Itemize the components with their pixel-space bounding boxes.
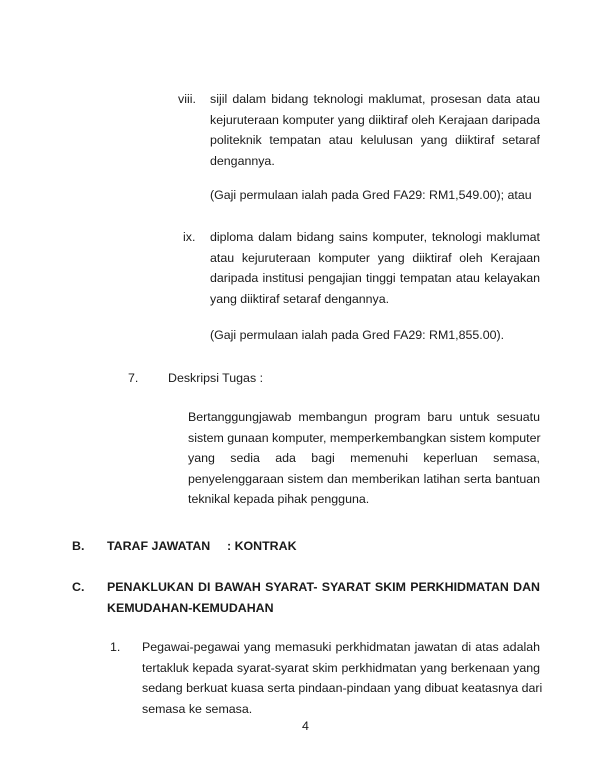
section-c-letter: C.: [72, 580, 85, 594]
text-line: kejuruteraan komputer yang diiktiraf oleh Kerajaan daripada: [210, 112, 540, 127]
text-line: Bertanggungjawab membangun program baru untuk sesuatu: [188, 410, 540, 424]
text-line: daripada institusi pengajian tinggi tempatan atau kelayakan: [210, 271, 540, 285]
text-line: sedang berkuat kuasa serta pindaan-pindaan yang dibuat keatasnya dari: [142, 681, 543, 695]
text-line: atau kejuruteraan komputer yang diiktiraf oleh Kerajaan: [210, 250, 540, 265]
text-line: dengannya.: [210, 153, 275, 168]
page-number: 4: [302, 719, 309, 733]
text-line: teknikal kepada pihak pengguna.: [188, 492, 370, 506]
section-c-heading: [107, 577, 540, 618]
text-line: semasa ke semasa.: [142, 701, 253, 716]
item-ix-marker: ix.: [183, 230, 196, 244]
text-line: Pegawai-pegawai yang memasuki perkhidmatan jawatan di atas adalah: [142, 640, 540, 654]
section-b-label: TARAF JAWATAN: [107, 539, 211, 553]
section-c-item-1-number: 1.: [110, 640, 121, 654]
heading-line: PENAKLUKAN DI BAWAH SYARAT- SYARAT SKIM PERKHIDMATAN DAN: [107, 580, 540, 594]
text-line: sijil dalam bidang teknologi maklumat, prosesan data atau: [210, 92, 540, 106]
text-line: sistem gunaan komputer, memperkembangkan sistem komputer: [188, 430, 541, 445]
text-line: yang sedia ada bagi memenuhi keperluan semasa,: [188, 451, 540, 465]
text-line: diploma dalam bidang sains komputer, teknologi maklumat: [210, 230, 540, 244]
item-viii-text: [210, 89, 540, 171]
section-7-description: [188, 407, 540, 510]
text-line: tertakluk kepada syarat-syarat skim perkhidmatan yang berkenaan yang: [142, 660, 540, 675]
text-line: politeknik tempatan atau kelulusan yang diiktiraf setaraf: [210, 133, 540, 147]
item-ix-text: [210, 227, 540, 309]
section-b-letter: B.: [72, 539, 85, 553]
text-line: penyelenggaraan sistem dan memberikan latihan serta bantuan: [188, 471, 540, 486]
section-7-number: 7.: [128, 371, 139, 385]
text-line: yang diiktiraf setaraf dengannya.: [210, 291, 390, 306]
item-viii-marker: viii.: [178, 92, 196, 106]
heading-line: KEMUDAHAN-KEMUDAHAN: [107, 600, 274, 615]
section-7-title: Deskripsi Tugas :: [168, 371, 264, 385]
item-viii-salary: (Gaji permulaan ialah pada Gred FA29: RM1,549.00); atau: [210, 188, 532, 202]
item-ix-salary: (Gaji permulaan ialah pada Gred FA29: RM1,855.00).: [210, 328, 505, 342]
section-b-value: : KONTRAK: [227, 539, 297, 553]
section-c-item-1-text: [142, 637, 543, 719]
